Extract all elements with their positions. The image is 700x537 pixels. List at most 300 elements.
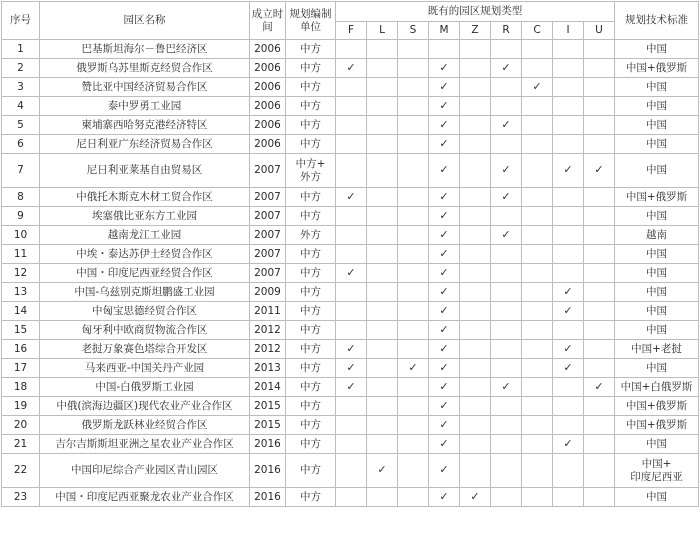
park-name: 吉尔吉斯斯坦亚洲之星农业产业合作区 [40,435,250,454]
type-check-u [584,302,615,321]
table-row [2,488,699,507]
technical-standard-line: 中国+俄罗斯 [625,190,688,203]
type-check-s [398,397,429,416]
planning-unit [286,245,336,264]
planning-unit-line: 中方 [300,361,321,374]
founded-year: 2016 [250,488,286,507]
planning-unit-line: 中方 [300,99,321,112]
technical-standard-line: 中国 [646,209,668,222]
technical-standard-line: 中国+老挝 [631,342,682,355]
planning-unit-line: 中方 [300,118,321,131]
type-check-s [398,283,429,302]
header-no: 序号 [2,2,40,40]
type-check-m: ✓ [429,207,460,226]
type-check-c [522,340,553,359]
founded-year: 2016 [250,454,286,488]
type-check-r [491,454,522,488]
type-check-l [367,435,398,454]
type-check-m: ✓ [429,302,460,321]
type-check-i: ✓ [553,302,584,321]
founded-year: 2011 [250,302,286,321]
type-check-l [367,97,398,116]
table-row [2,135,699,154]
technical-standard [615,283,699,302]
type-check-z [460,59,491,78]
row-no: 14 [2,302,40,321]
type-check-i [553,321,584,340]
type-check-u [584,454,615,488]
park-name: 柬埔寨西哈努克港经济特区 [40,116,250,135]
row-no: 2 [2,59,40,78]
table-row [2,116,699,135]
type-check-i [553,116,584,135]
row-no: 6 [2,135,40,154]
type-check-r [491,321,522,340]
table-row [2,188,699,207]
park-name: 俄罗斯乌苏里斯克经贸合作区 [40,59,250,78]
type-check-f [336,435,367,454]
type-check-r [491,78,522,97]
type-check-f: ✓ [336,378,367,397]
type-check-c [522,264,553,283]
planning-unit [286,264,336,283]
park-name: 中国・印度尼西亚经贸合作区 [40,264,250,283]
row-no: 16 [2,340,40,359]
row-no: 18 [2,378,40,397]
planning-unit [286,116,336,135]
type-check-r [491,283,522,302]
founded-year: 2012 [250,321,286,340]
founded-year: 2016 [250,435,286,454]
type-check-l [367,40,398,59]
planning-unit [286,435,336,454]
technical-standard-line: 中国+白俄罗斯 [620,380,693,393]
type-check-f: ✓ [336,264,367,283]
planning-unit [286,397,336,416]
header-type-u: U [584,22,615,40]
type-check-r [491,416,522,435]
type-check-i [553,135,584,154]
park-name: 中国-白俄罗斯工业园 [40,378,250,397]
type-check-u [584,116,615,135]
type-check-i [553,488,584,507]
park-name: 尼日利亚莱基自由贸易区 [40,154,250,188]
technical-standard-line: 中国 [646,247,668,260]
type-check-r [491,435,522,454]
park-name: 埃塞俄比亚东方工业园 [40,207,250,226]
planning-unit [286,454,336,488]
type-check-z [460,78,491,97]
technical-standard-line: 中国 [646,304,668,317]
planning-unit [286,97,336,116]
row-no: 7 [2,154,40,188]
type-check-u: ✓ [584,154,615,188]
technical-standard [615,59,699,78]
planning-unit-line: 中方 [300,80,321,93]
planning-unit-line: 中方 [300,437,321,450]
technical-standard-line: 中国 [646,490,668,503]
planning-unit [286,154,336,188]
type-check-u [584,188,615,207]
type-check-z [460,97,491,116]
founded-year: 2006 [250,59,286,78]
technical-standard [615,359,699,378]
planning-unit [286,302,336,321]
row-no: 3 [2,78,40,97]
type-check-c [522,97,553,116]
technical-standard [615,397,699,416]
type-check-z [460,321,491,340]
type-check-m: ✓ [429,321,460,340]
type-check-r [491,359,522,378]
type-check-l [367,416,398,435]
type-check-c [522,207,553,226]
type-check-l [367,154,398,188]
technical-standard-line: 中国 [646,285,668,298]
planning-unit-line: 中方 [300,399,321,412]
type-check-r [491,397,522,416]
planning-unit-line: 中方 [300,247,321,260]
technical-standard [615,40,699,59]
technical-standard [615,207,699,226]
park-name: 中国-乌兹别克斯坦鹏盛工业园 [40,283,250,302]
type-check-f [336,397,367,416]
type-check-m: ✓ [429,359,460,378]
type-check-m: ✓ [429,488,460,507]
technical-standard [615,302,699,321]
type-check-r: ✓ [491,378,522,397]
founded-year: 2006 [250,116,286,135]
technical-standard-line: 中国 [646,361,668,374]
table-row [2,378,699,397]
type-check-l [367,302,398,321]
type-check-i [553,97,584,116]
founded-year: 2007 [250,188,286,207]
type-check-f [336,78,367,97]
park-name: 尼日利亚广东经济贸易合作区 [40,135,250,154]
type-check-s [398,245,429,264]
technical-standard [615,321,699,340]
type-check-f [336,154,367,188]
type-check-l [367,359,398,378]
planning-unit-line: 中方 [300,61,321,74]
header-type-s: S [398,22,429,40]
technical-standard-line: 中国+ [641,458,672,471]
planning-unit-line: 中方 [300,304,321,317]
type-check-z [460,283,491,302]
park-name: 中埃・泰达苏伊士经贸合作区 [40,245,250,264]
row-no: 10 [2,226,40,245]
type-check-i: ✓ [553,435,584,454]
type-check-c [522,245,553,264]
type-check-u [584,340,615,359]
row-no: 13 [2,283,40,302]
type-check-l [367,488,398,507]
type-check-c: ✓ [522,78,553,97]
type-check-s [398,154,429,188]
type-check-c [522,302,553,321]
type-check-u [584,359,615,378]
type-check-i [553,264,584,283]
planning-unit [286,188,336,207]
planning-unit-line: 中方 [300,418,321,431]
type-check-f [336,416,367,435]
header-standard: 规划技术标准 [615,2,699,40]
header-type-r: R [491,22,522,40]
technical-standard-line: 中国+俄罗斯 [625,399,688,412]
technical-standard-line: 中国 [646,99,668,112]
header-type-f: F [336,22,367,40]
technical-standard [615,264,699,283]
table-row [2,321,699,340]
planning-unit [286,283,336,302]
type-check-m: ✓ [429,454,460,488]
technical-standard [615,188,699,207]
founded-year: 2007 [250,154,286,188]
type-check-c [522,154,553,188]
type-check-m: ✓ [429,283,460,302]
type-check-l: ✓ [367,454,398,488]
founded-year: 2006 [250,135,286,154]
type-check-m: ✓ [429,264,460,283]
technical-standard [615,154,699,188]
type-check-u [584,397,615,416]
planning-unit-line: 中方 [300,490,321,503]
type-check-i [553,454,584,488]
planning-unit-line: 中方 [300,380,321,393]
planning-unit [286,321,336,340]
technical-standard [615,116,699,135]
type-check-r: ✓ [491,59,522,78]
table-row [2,59,699,78]
planning-unit-line: 中方 [300,464,321,477]
row-no: 11 [2,245,40,264]
planning-unit-line: 中方+ [295,158,326,171]
table-row [2,397,699,416]
type-check-c [522,416,553,435]
park-name: 匈牙利中欧商贸物流合作区 [40,321,250,340]
planning-unit-line: 中方 [300,209,321,222]
row-no: 4 [2,97,40,116]
technical-standard-line: 中国 [646,80,668,93]
planning-unit [286,59,336,78]
type-check-r: ✓ [491,226,522,245]
type-check-c [522,454,553,488]
type-check-i: ✓ [553,154,584,188]
park-name: 巴基斯坦海尔－鲁巴经济区 [40,40,250,59]
type-check-f [336,40,367,59]
row-no: 1 [2,40,40,59]
type-check-c [522,135,553,154]
type-check-f [336,245,367,264]
type-check-c [522,359,553,378]
planning-unit-line: 中方 [300,137,321,150]
type-check-u [584,435,615,454]
table-row [2,416,699,435]
type-check-i [553,245,584,264]
technical-standard [615,435,699,454]
type-check-s [398,207,429,226]
type-check-s [398,59,429,78]
type-check-s [398,97,429,116]
planning-unit [286,226,336,245]
type-check-f [336,226,367,245]
technical-standard-line: 中国+俄罗斯 [625,418,688,431]
type-check-f [336,488,367,507]
type-check-f: ✓ [336,188,367,207]
type-check-s [398,188,429,207]
table-row [2,97,699,116]
technical-standard [615,245,699,264]
header-type-c: C [522,22,553,40]
type-check-u [584,59,615,78]
type-check-s [398,40,429,59]
technical-standard [615,340,699,359]
type-check-m: ✓ [429,59,460,78]
founded-year: 2013 [250,359,286,378]
type-check-f [336,454,367,488]
type-check-l [367,116,398,135]
founded-year: 2009 [250,283,286,302]
type-check-c [522,397,553,416]
type-check-s [398,116,429,135]
type-check-z [460,135,491,154]
table-row [2,283,699,302]
type-check-s [398,435,429,454]
type-check-m: ✓ [429,378,460,397]
type-check-l [367,283,398,302]
technical-standard [615,78,699,97]
row-no: 23 [2,488,40,507]
type-check-s [398,78,429,97]
type-check-c [522,59,553,78]
type-check-m: ✓ [429,78,460,97]
type-check-s [398,226,429,245]
technical-standard [615,97,699,116]
park-name: 中匈宝思德经贸合作区 [40,302,250,321]
founded-year: 2007 [250,226,286,245]
table-header [2,2,699,40]
type-check-z [460,302,491,321]
type-check-z [460,454,491,488]
type-check-z [460,340,491,359]
type-check-r: ✓ [491,116,522,135]
type-check-m: ✓ [429,226,460,245]
type-check-l [367,188,398,207]
technical-standard [615,454,699,488]
table-row [2,226,699,245]
technical-standard-line: 中国 [646,266,668,279]
type-check-m: ✓ [429,435,460,454]
type-check-i [553,40,584,59]
type-check-l [367,226,398,245]
type-check-z [460,378,491,397]
type-check-z [460,188,491,207]
founded-year: 2006 [250,40,286,59]
type-check-z [460,154,491,188]
type-check-i: ✓ [553,359,584,378]
type-check-r [491,97,522,116]
type-check-i: ✓ [553,340,584,359]
founded-year: 2015 [250,397,286,416]
header-year: 成立时间 [250,2,286,40]
technical-standard-line: 越南 [646,228,668,241]
row-no: 5 [2,116,40,135]
table-row [2,245,699,264]
type-check-z [460,207,491,226]
table-row [2,454,699,488]
type-check-r [491,302,522,321]
type-check-c [522,188,553,207]
type-check-z [460,40,491,59]
type-check-s [398,135,429,154]
planning-unit-line: 外方 [300,170,321,183]
type-check-i: ✓ [553,283,584,302]
type-check-s [398,340,429,359]
founded-year: 2012 [250,340,286,359]
type-check-m: ✓ [429,97,460,116]
type-check-r: ✓ [491,154,522,188]
type-check-s [398,416,429,435]
type-check-l [367,207,398,226]
planning-unit-line: 中方 [300,266,321,279]
park-name: 中俄托木斯克木材工贸合作区 [40,188,250,207]
technical-standard-line: 中国 [646,118,668,131]
planning-unit-line: 中方 [300,42,321,55]
table-row [2,78,699,97]
row-no: 17 [2,359,40,378]
header-unit: 规划编制单位 [286,2,336,40]
park-name: 越南龙江工业园 [40,226,250,245]
type-check-s [398,321,429,340]
type-check-r [491,207,522,226]
technical-standard-line: 中国 [646,437,668,450]
row-no: 20 [2,416,40,435]
type-check-l [367,378,398,397]
table-row [2,359,699,378]
header-name: 园区名称 [40,2,250,40]
type-check-z [460,245,491,264]
type-check-m: ✓ [429,340,460,359]
planning-unit [286,378,336,397]
type-check-f [336,283,367,302]
type-check-l [367,245,398,264]
type-check-z [460,226,491,245]
founded-year: 2007 [250,245,286,264]
row-no: 21 [2,435,40,454]
header-type-m: M [429,22,460,40]
type-check-r [491,40,522,59]
founded-year: 2015 [250,416,286,435]
technical-standard [615,488,699,507]
technical-standard-line: 中国 [646,42,668,55]
park-name: 赞比亚中国经济贸易合作区 [40,78,250,97]
header-type-z: Z [460,22,491,40]
planning-unit [286,78,336,97]
technical-standard-line: 中国+俄罗斯 [625,61,688,74]
founded-year: 2007 [250,207,286,226]
planning-unit-line: 中方 [300,342,321,355]
founded-year: 2014 [250,378,286,397]
type-check-c [522,435,553,454]
type-check-i [553,226,584,245]
type-check-i [553,188,584,207]
type-check-c [522,488,553,507]
type-check-z [460,264,491,283]
type-check-c [522,378,553,397]
header-types-group: 既有的园区规划类型 [336,2,615,22]
type-check-u [584,416,615,435]
